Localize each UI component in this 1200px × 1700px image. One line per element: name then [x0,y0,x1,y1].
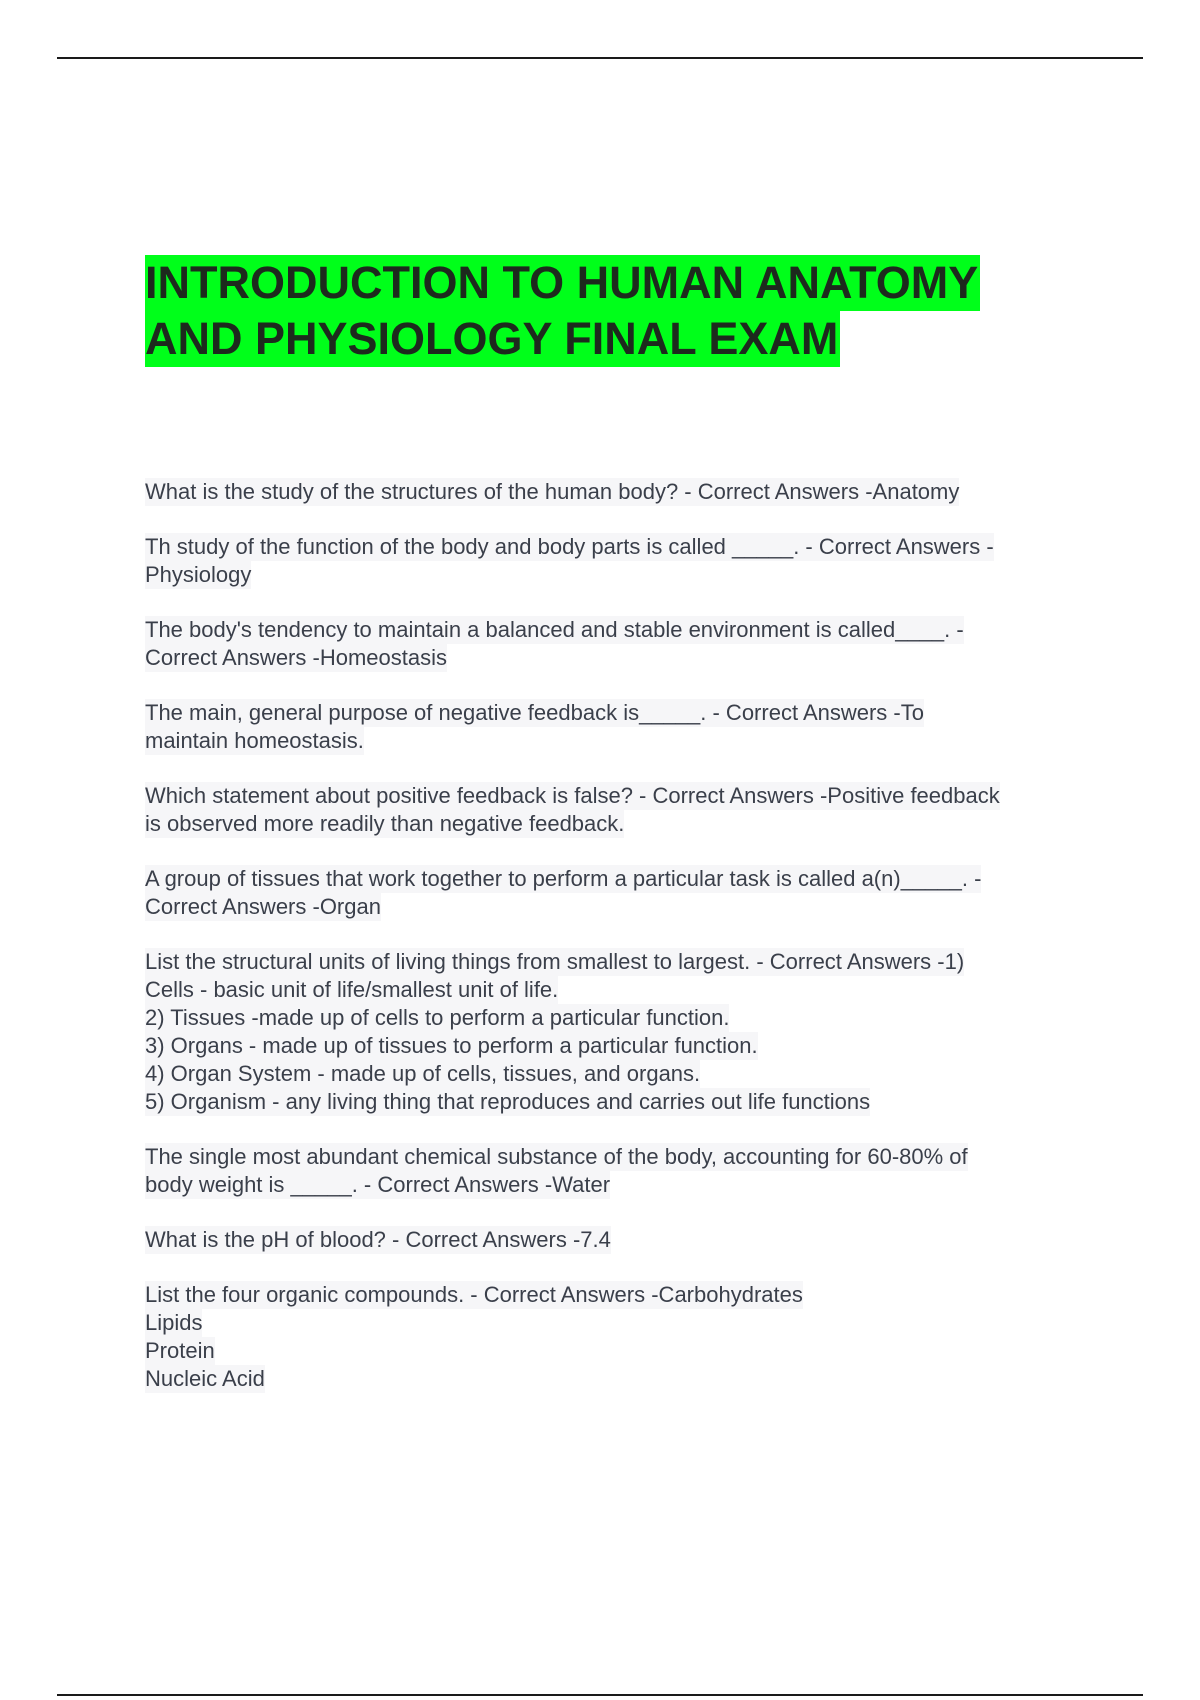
qa-line: 3) Organs - made up of tissues to perform a particular function. [145,1033,758,1058]
qa-line: 2) Tissues -made up of cells to perform a particular function. [145,1005,730,1030]
qa-line: 5) Organism - any living thing that reproduces and carries out life functions [145,1089,871,1114]
qa-line: Cells - basic unit of life/smallest unit of life. [145,977,559,1002]
title-line: AND PHYSIOLOGY FINAL EXAM [145,311,840,367]
qa-line: Physiology [145,562,252,587]
qa-line: 4) Organ System - made up of cells, tissues, and organs. [145,1061,701,1086]
qa-line: The single most abundant chemical substance of the body, accounting for 60-80% of [145,1144,968,1169]
qa-line: maintain homeostasis. [145,728,364,753]
qa-item [145,616,1095,672]
qa-item [145,865,1095,921]
qa-line: List the structural units of living things from smallest to largest. - Correct Answers -1) [145,949,965,974]
qa-list [145,478,1095,1420]
qa-item [145,533,1095,589]
title-line: INTRODUCTION TO HUMAN ANATOMY [145,255,980,311]
qa-line: Nucleic Acid [145,1366,265,1391]
qa-item [145,948,1095,1116]
qa-item [145,1143,1095,1199]
qa-line: Which statement about positive feedback is false? - Correct Answers -Positive feedback [145,783,1000,808]
top-rule [57,57,1143,59]
qa-line: Lipids [145,1310,203,1335]
qa-line: Th study of the function of the body and body parts is called _____. - Correct Answers - [145,534,994,559]
qa-line: What is the study of the structures of the human body? - Correct Answers -Anatomy [145,479,960,504]
qa-line: A group of tissues that work together to perform a particular task is called a(n)_____. - [145,866,982,891]
qa-item [145,478,1095,506]
qa-line: Correct Answers -Organ [145,894,381,919]
qa-item [145,1226,1095,1254]
qa-item [145,699,1095,755]
qa-line: is observed more readily than negative feedback. [145,811,625,836]
qa-line: Correct Answers -Homeostasis [145,645,447,670]
qa-item [145,1281,1095,1393]
qa-line: The body's tendency to maintain a balanced and stable environment is called____. - [145,617,964,642]
qa-line: The main, general purpose of negative feedback is_____. - Correct Answers -To [145,700,924,725]
qa-line: Protein [145,1338,215,1363]
qa-line: body weight is _____. - Correct Answers -Water [145,1172,611,1197]
qa-line: What is the pH of blood? - Correct Answers -7.4 [145,1227,611,1252]
document-title [145,255,1105,367]
bottom-rule [57,1694,1143,1696]
qa-line: List the four organic compounds. - Correct Answers -Carbohydrates [145,1282,803,1307]
qa-item [145,782,1095,838]
